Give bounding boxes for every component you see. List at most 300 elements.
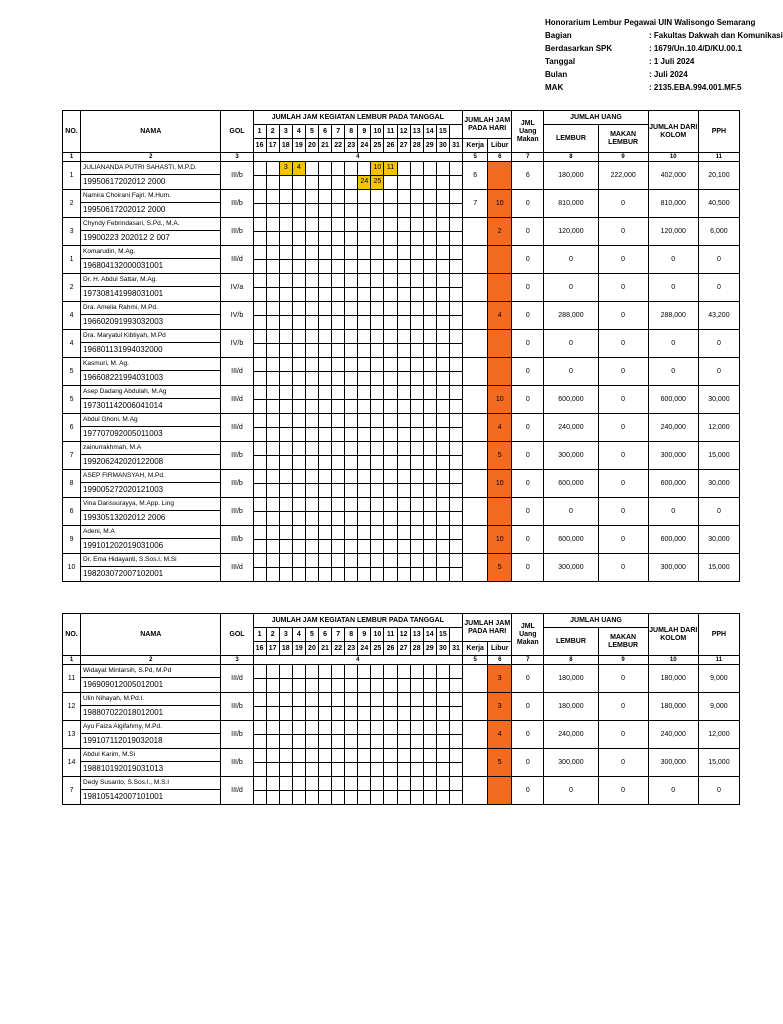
day-cell: [449, 176, 462, 189]
day-cell: [357, 526, 370, 539]
day-cell-blank: [449, 526, 462, 539]
row-kerja: [463, 526, 488, 554]
day-cell: [254, 721, 266, 734]
row-lembur: 288,000: [544, 302, 598, 330]
day-cell: [436, 512, 449, 525]
row-pph: 43,200: [698, 302, 739, 330]
row-pph: 0: [698, 330, 739, 358]
row-makan-lembur: 0: [598, 721, 648, 749]
day-cell: [331, 288, 344, 301]
day-cell: [318, 777, 331, 790]
row-lembur: 300,000: [544, 749, 598, 777]
day-cell: [357, 679, 370, 692]
day-cell: [423, 218, 436, 231]
day-cell: [383, 735, 396, 748]
day-cell: [292, 679, 305, 692]
day-cell: [436, 260, 449, 273]
day-header: 28: [410, 642, 423, 655]
day-header: 9: [357, 628, 370, 641]
day-cell: [344, 763, 357, 776]
day-cell: [331, 707, 344, 720]
day-cell: [254, 274, 266, 287]
day-cell: [436, 540, 449, 553]
row-kerja: [463, 470, 488, 498]
day-cell: [318, 763, 331, 776]
day-cell: [254, 735, 266, 748]
day-cell: [344, 190, 357, 203]
day-cell: [357, 791, 370, 804]
row-name-cell: [81, 302, 221, 330]
day-cell: [357, 204, 370, 217]
day-cell-blank: [449, 442, 462, 455]
day-cell: [305, 428, 318, 441]
day-cell: [279, 204, 292, 217]
day-header: 24: [357, 139, 370, 152]
day-cell: [266, 162, 279, 175]
day-header: 21: [318, 642, 331, 655]
day-cell: [279, 540, 292, 553]
day-cell: [344, 344, 357, 357]
col-number: 9: [598, 656, 648, 665]
day-cell: [305, 246, 318, 259]
day-cell: [410, 484, 423, 497]
day-cell: [254, 568, 266, 581]
day-cell: [436, 777, 449, 790]
day-cell: [410, 512, 423, 525]
day-cell: [254, 777, 266, 790]
day-header: 22: [331, 139, 344, 152]
employee-nip: 199005272020121003: [83, 485, 164, 494]
row-pph: 0: [698, 498, 739, 526]
day-cell: [449, 260, 462, 273]
day-cell: [397, 176, 410, 189]
day-cell-blank: [449, 162, 462, 175]
day-cell: [397, 554, 410, 567]
day-cell: [397, 232, 410, 245]
row-libur: 3: [488, 665, 512, 693]
day-cell: [331, 190, 344, 203]
row-uang-makan: 0: [512, 470, 544, 498]
day-cell: [266, 330, 279, 343]
day-cell: [423, 470, 436, 483]
row-makan-lembur: 0: [598, 302, 648, 330]
table-row: [63, 190, 740, 218]
day-cell: [397, 344, 410, 357]
row-uang-makan: 0: [512, 498, 544, 526]
day-cell: [383, 316, 396, 329]
day-cell: [436, 526, 449, 539]
row-gol: III/d: [221, 386, 253, 414]
day-cell: [370, 232, 383, 245]
table-row: [63, 330, 740, 358]
day-cell: [383, 218, 396, 231]
row-no: 6: [63, 498, 81, 526]
days-header-bottom: [253, 642, 463, 656]
days-header-top: [253, 125, 463, 139]
day-cell: [357, 358, 370, 371]
day-cell: [423, 568, 436, 581]
table-row: [63, 358, 740, 386]
row-gol: III/b: [221, 749, 253, 777]
day-cell: [357, 456, 370, 469]
row-pph: 40,500: [698, 190, 739, 218]
day-cell: [279, 358, 292, 371]
day-cell: [436, 791, 449, 804]
day-cell: [266, 456, 279, 469]
day-cell: [305, 777, 318, 790]
day-header: 4: [292, 125, 305, 138]
row-no: 3: [63, 218, 81, 246]
day-cell: [423, 246, 436, 259]
row-day-grid: [253, 665, 463, 693]
day-cell: [449, 540, 462, 553]
day-cell: [318, 554, 331, 567]
day-cell: 25: [370, 176, 383, 189]
col-number: 11: [698, 656, 739, 665]
day-cell: [266, 470, 279, 483]
day-cell: [305, 526, 318, 539]
day-cell: [305, 232, 318, 245]
row-lembur: 240,000: [544, 721, 598, 749]
day-cell: [292, 484, 305, 497]
day-cell: [383, 498, 396, 511]
col-header-gol: GOL: [221, 111, 253, 153]
header-row-spk: Berdasarkan SPK : 1679/Un.10.4/D/KU.00.1: [545, 44, 742, 53]
row-makan-lembur: 0: [598, 274, 648, 302]
day-cell: [397, 302, 410, 315]
day-cell: [357, 484, 370, 497]
day-cell: [292, 344, 305, 357]
row-kerja: [463, 246, 488, 274]
day-cell: [423, 344, 436, 357]
day-cell: [397, 218, 410, 231]
employee-name: Namira Choirani Fajri, M.Hum.: [81, 191, 220, 203]
day-cell: [410, 721, 423, 734]
day-cell: [370, 777, 383, 790]
row-jumlah: 600,000: [648, 470, 698, 498]
row-libur: 10: [488, 470, 512, 498]
table-row: [63, 470, 740, 498]
day-cell: [423, 316, 436, 329]
day-cell: [410, 344, 423, 357]
day-cell: [357, 316, 370, 329]
col-number: 7: [512, 656, 544, 665]
row-kerja: [463, 218, 488, 246]
day-cell: [436, 721, 449, 734]
day-cell: [370, 735, 383, 748]
day-cell: [449, 512, 462, 525]
row-lembur: 180,000: [544, 162, 598, 190]
day-cell: [423, 456, 436, 469]
row-kerja: [463, 414, 488, 442]
day-cell: [266, 777, 279, 790]
day-cell: [305, 274, 318, 287]
col-header-jml-uang-makan: JML Uang Makan: [512, 111, 544, 153]
day-cell: [318, 316, 331, 329]
day-cell: [305, 260, 318, 273]
row-day-grid: [253, 414, 463, 442]
employee-name: Widayat Mintarsih, S.Pd, M.Pd: [81, 666, 220, 678]
row-uang-makan: 0: [512, 358, 544, 386]
table-row: [63, 721, 740, 749]
day-cell: [331, 791, 344, 804]
day-cell: [357, 414, 370, 427]
row-gol: III/d: [221, 554, 253, 582]
day-cell: [410, 665, 423, 678]
col-number: 2: [81, 656, 221, 665]
day-cell: 24: [357, 176, 370, 189]
col-header-jumlah-uang: JUMLAH UANG: [544, 614, 648, 628]
day-cell: [410, 302, 423, 315]
day-cell: [410, 204, 423, 217]
day-cell: [449, 372, 462, 385]
day-cell: [357, 540, 370, 553]
day-cell: [279, 456, 292, 469]
day-cell: [331, 232, 344, 245]
day-cell: [279, 414, 292, 427]
day-cell: [436, 414, 449, 427]
day-cell: [254, 344, 266, 357]
row-day-grid: [253, 162, 463, 190]
day-cell: [331, 498, 344, 511]
day-cell: [383, 540, 396, 553]
day-cell: [370, 442, 383, 455]
day-cell: [254, 442, 266, 455]
day-cell: [331, 274, 344, 287]
col-number: 10: [648, 656, 698, 665]
day-cell: [436, 484, 449, 497]
employee-nip: 199107112019032018: [83, 736, 163, 745]
day-cell: [410, 763, 423, 776]
day-cell: [357, 735, 370, 748]
row-kerja: [463, 693, 488, 721]
row-name-cell: [81, 498, 221, 526]
day-cell: [423, 358, 436, 371]
day-cell: [331, 721, 344, 734]
day-cell: [357, 400, 370, 413]
day-cell: [370, 288, 383, 301]
day-cell: [279, 190, 292, 203]
row-gol: III/b: [221, 218, 253, 246]
day-cell: [383, 302, 396, 315]
day-cell: [292, 442, 305, 455]
day-cell: 4: [292, 162, 305, 175]
table-row: [63, 386, 740, 414]
day-cell: [370, 358, 383, 371]
day-header: 10: [370, 628, 383, 641]
day-cell: [397, 330, 410, 343]
day-cell-blank: [449, 386, 462, 399]
day-cell: [266, 526, 279, 539]
row-gol: III/b: [221, 526, 253, 554]
day-cell: [292, 498, 305, 511]
row-gol: III/b: [221, 442, 253, 470]
day-header: 11: [383, 125, 396, 138]
row-day-grid: [253, 498, 463, 526]
row-day-grid: [253, 358, 463, 386]
row-pph: 20,100: [698, 162, 739, 190]
row-uang-makan: 0: [512, 190, 544, 218]
day-cell: [266, 176, 279, 189]
day-cell: [279, 763, 292, 776]
day-cell: [279, 176, 292, 189]
day-cell: [397, 484, 410, 497]
row-makan-lembur: 0: [598, 554, 648, 582]
row-jumlah: 300,000: [648, 749, 698, 777]
day-cell: [397, 568, 410, 581]
day-cell: [318, 498, 331, 511]
employee-nip: 19950617202012 2000: [83, 177, 166, 186]
day-cell: [449, 428, 462, 441]
day-cell: [279, 721, 292, 734]
day-cell: [331, 442, 344, 455]
day-cell: [305, 484, 318, 497]
row-kerja: [463, 498, 488, 526]
row-jumlah: 300,000: [648, 442, 698, 470]
day-cell: [383, 791, 396, 804]
row-jumlah: 0: [648, 777, 698, 805]
day-cell: [305, 568, 318, 581]
day-cell: [254, 498, 266, 511]
day-cell: [436, 456, 449, 469]
col-header-pph: PPH: [698, 111, 739, 153]
day-cell: [266, 344, 279, 357]
day-cell: [370, 568, 383, 581]
day-cell: [370, 749, 383, 762]
day-cell: [423, 735, 436, 748]
row-libur: 3: [488, 693, 512, 721]
day-cell: [318, 693, 331, 706]
day-cell: [344, 498, 357, 511]
row-makan-lembur: 0: [598, 386, 648, 414]
employee-nip: 198807022018012001: [83, 708, 164, 717]
row-day-grid: [253, 246, 463, 274]
day-cell: [318, 204, 331, 217]
day-cell: [410, 232, 423, 245]
day-cell: [397, 763, 410, 776]
row-no: 8: [63, 470, 81, 498]
employee-name: ASEP FIRMANSYAH, M.Pd.: [81, 471, 220, 483]
day-cell: [331, 484, 344, 497]
day-cell: [344, 679, 357, 692]
day-cell: [423, 162, 436, 175]
day-cell: [344, 540, 357, 553]
day-cell: [344, 512, 357, 525]
day-cell: [410, 218, 423, 231]
day-cell: [436, 246, 449, 259]
day-cell: [370, 470, 383, 483]
day-cell: [383, 330, 396, 343]
employee-nip: 196602091993032003: [83, 317, 164, 326]
day-cell: [436, 763, 449, 776]
col-header-no: NO.: [63, 111, 81, 153]
row-gol: IV/a: [221, 274, 253, 302]
row-lembur: 0: [544, 274, 598, 302]
col-header-jumlah-jam-hari: JUMLAH JAM PADA HARI: [463, 111, 512, 139]
day-cell: [436, 386, 449, 399]
employee-name: Asep Dadang Abdulah, M.Ag: [81, 387, 220, 399]
day-cell: [344, 414, 357, 427]
row-libur: 5: [488, 554, 512, 582]
day-cell: [318, 665, 331, 678]
day-cell: [318, 190, 331, 203]
day-cell: [423, 763, 436, 776]
day-cell: [436, 162, 449, 175]
row-uang-makan: 0: [512, 693, 544, 721]
employee-name: JULIANANDA PUTRI SAHASTI, M.P.D.: [81, 163, 220, 175]
day-cell: [254, 554, 266, 567]
row-libur: [488, 498, 512, 526]
row-day-grid: [253, 693, 463, 721]
day-cell: [423, 679, 436, 692]
day-cell: [279, 274, 292, 287]
day-cell: [292, 330, 305, 343]
row-name-cell: [81, 777, 221, 805]
row-pph: 0: [698, 777, 739, 805]
day-cell: [292, 554, 305, 567]
day-cell: [397, 749, 410, 762]
day-cell: [331, 330, 344, 343]
day-cell: [318, 218, 331, 231]
day-cell: [318, 568, 331, 581]
day-cell: [266, 316, 279, 329]
day-cell: [331, 693, 344, 706]
day-cell: [344, 526, 357, 539]
row-makan-lembur: 0: [598, 693, 648, 721]
day-cell: [436, 735, 449, 748]
col-number: 6: [488, 153, 512, 162]
day-cell: [423, 428, 436, 441]
day-cell: [266, 204, 279, 217]
day-cell: [266, 721, 279, 734]
day-cell: [331, 372, 344, 385]
row-jumlah: 0: [648, 246, 698, 274]
day-cell: [423, 400, 436, 413]
day-cell: [383, 526, 396, 539]
day-cell: [383, 777, 396, 790]
day-cell: [266, 386, 279, 399]
day-header: 6: [318, 125, 331, 138]
day-cell: [266, 274, 279, 287]
day-cell: [279, 526, 292, 539]
day-cell: [331, 260, 344, 273]
day-header: 23: [344, 642, 357, 655]
day-cell: [423, 190, 436, 203]
header-row-tanggal: Tanggal : 1 Juli 2024: [545, 57, 695, 66]
day-cell: [331, 246, 344, 259]
row-kerja: [463, 274, 488, 302]
row-jumlah: 240,000: [648, 414, 698, 442]
day-cell: [305, 302, 318, 315]
day-header: 1: [257, 631, 262, 638]
row-uang-makan: 0: [512, 330, 544, 358]
row-libur: 4: [488, 414, 512, 442]
day-cell: [357, 260, 370, 273]
day-cell: [397, 707, 410, 720]
day-cell: [318, 162, 331, 175]
row-lembur: 300,000: [544, 554, 598, 582]
day-cell: [383, 288, 396, 301]
employee-nip: 196608221994031003: [83, 373, 164, 382]
day-cell: [279, 707, 292, 720]
day-cell: [344, 204, 357, 217]
document-header: [545, 16, 783, 94]
day-cell: [423, 176, 436, 189]
day-cell: [254, 791, 266, 804]
row-lembur: 0: [544, 777, 598, 805]
col-header-nama: NAMA: [81, 111, 221, 153]
day-cell: [436, 344, 449, 357]
